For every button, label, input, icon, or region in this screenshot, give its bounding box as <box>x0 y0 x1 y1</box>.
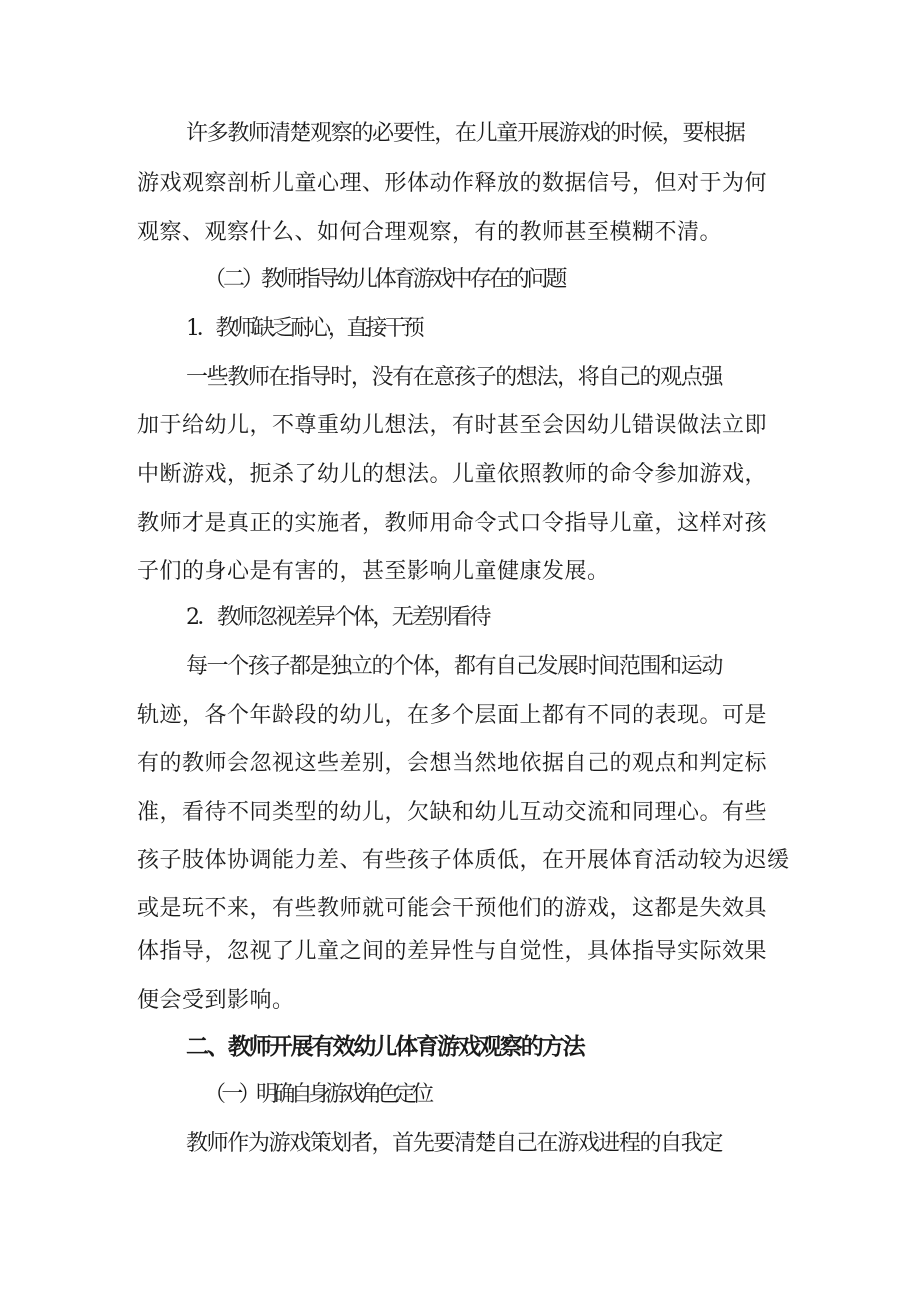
paragraph-line: 体指导，忽视了儿童之间的差异性与自觉性，具体指导实际效果 <box>137 939 768 964</box>
paragraph-line: 子们的身心是有害的，甚至影响儿童健康发展。 <box>137 559 610 584</box>
paragraph-line: 轨迹，各个年龄段的幼儿，在多个层面上都有不同的表现。可是 <box>137 703 768 728</box>
paragraph-line: 有的教师会忽视这些差别，会想当然地依据自己的观点和判定标 <box>137 751 768 776</box>
subheading: 1．教师缺乏耐心，直接干预 <box>186 316 422 341</box>
paragraph-line: 教师作为游戏策划者，首先要清楚自己在游戏进程的自我定 <box>186 1131 723 1156</box>
subheading: 2．教师忽视差异个体，无差别看待 <box>186 605 489 630</box>
section-heading: （二）教师指导幼儿体育游戏中存在的问题 <box>204 267 565 292</box>
paragraph-line: 每一个孩子都是独立的个体，都有自己发展时间范围和运动 <box>186 654 723 679</box>
paragraph-line: 教师才是真正的实施者，教师用命令式口令指导儿童，这样对孩 <box>137 511 768 536</box>
paragraph-line: 准，看待不同类型的幼儿，欠缺和幼儿互动交流和同理心。有些 <box>137 800 768 825</box>
section-heading: （一）明确自身游戏角色定位 <box>204 1082 430 1107</box>
paragraph-line: 孩子肢体协调能力差、有些孩子体质低，在开展体育活动较为迟缓 <box>137 848 790 873</box>
paragraph-line: 观察、观察什么、如何合理观察，有的教师甚至模糊不清。 <box>137 220 723 245</box>
paragraph-line: 游戏观察剖析儿童心理、形体动作释放的数据信号，但对于为何 <box>137 171 768 196</box>
paragraph-line: 中断游戏，扼杀了幼儿的想法。儿童依照教师的命令参加游戏， <box>137 462 768 487</box>
paragraph-line: 加于给幼儿，不尊重幼儿想法，有时甚至会因幼儿错误做法立即 <box>137 413 768 438</box>
chapter-heading: 二、教师开展有效幼儿体育游戏观察的方法 <box>186 1034 584 1060</box>
paragraph-line: 一些教师在指导时，没有在意孩子的想法，将自己的观点强 <box>186 365 723 390</box>
paragraph-line: 或是玩不来，有些教师就可能会干预他们的游戏，这都是失效具 <box>137 896 768 921</box>
paragraph-line: 便会受到影响。 <box>137 988 295 1013</box>
paragraph-line: 许多教师清楚观察的必要性，在儿童开展游戏的时候，要根据 <box>186 121 745 146</box>
